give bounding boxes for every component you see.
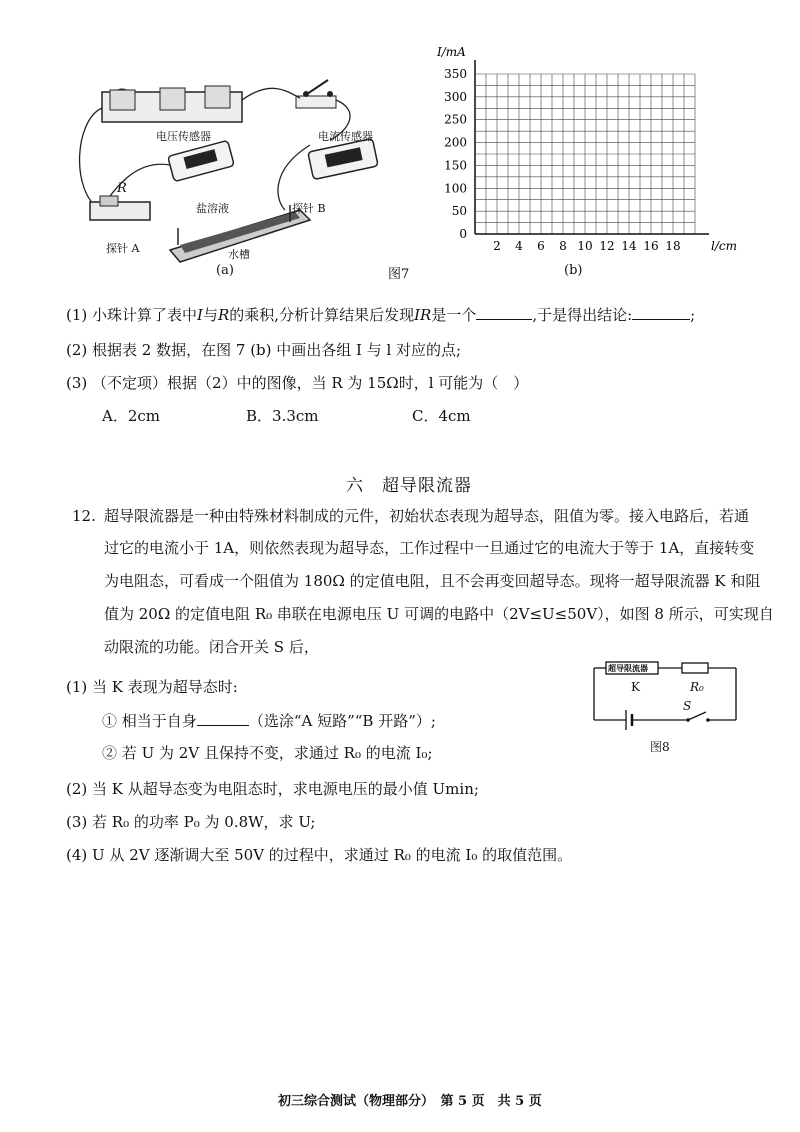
- q11-part1-I: I: [197, 306, 203, 324]
- q11-part1-text-a: 小珠计算了表中: [92, 306, 198, 324]
- x-tick-label: 2: [493, 239, 501, 253]
- y-tick-label: 250: [444, 112, 467, 127]
- q12-part1a-number: ①: [102, 712, 118, 730]
- q12-part1-text: 当 K 表现为超导态时:: [92, 678, 238, 696]
- x-tick-label: 12: [599, 239, 615, 253]
- sensor-probe-left-icon: [168, 140, 235, 181]
- q11-part1-IR: IR: [414, 306, 432, 324]
- x-tick-label: 4: [515, 239, 523, 253]
- answer-blank-1[interactable]: [476, 305, 532, 320]
- q11-part1-text-f: ;: [690, 306, 696, 324]
- current-sensor-label: 电流传感器: [318, 130, 373, 143]
- q12-part3-number: (3): [66, 813, 88, 831]
- x-tick-label: 14: [621, 239, 637, 253]
- figure8-caption: 图8: [650, 740, 670, 754]
- q12-part1a-text-a: 相当于自身: [121, 712, 197, 730]
- q12-part3-text: 若 R₀ 的功率 P₀ 为 0.8W，求 U;: [92, 813, 316, 831]
- q12-part4: [66, 844, 572, 866]
- y-tick-label: 200: [444, 135, 467, 150]
- q11-part1-text-c: 的乘积,分析计算结果后发现: [229, 306, 415, 324]
- q12-part3: [66, 811, 316, 833]
- q11-part2-text: 根据表 2 数据，在图 7 (b) 中画出各组 I 与 l 对应的点;: [92, 341, 462, 359]
- sensor-probe-right-icon: [308, 138, 378, 179]
- q12-part4-number: (4): [66, 846, 88, 864]
- q12-part1b-number: ②: [102, 744, 118, 762]
- q11-part3-text: （不定项）根据（2）中的图像，当 R 为 15Ω时，l 可能为（ ）: [92, 374, 529, 392]
- q11-part1-R: R: [218, 306, 230, 324]
- salt-solution-label: 盐溶液: [196, 202, 229, 215]
- figure7-caption: 图7: [388, 267, 410, 282]
- page-footer: 初三综合测试（物理部分） 第 5 页 共 5 页: [278, 1094, 542, 1109]
- sink-label: 水槽: [228, 248, 250, 261]
- y-tick-label: 300: [444, 89, 467, 104]
- x-axis-label: l/cm: [711, 239, 737, 253]
- battery-icon: [626, 710, 632, 730]
- y-tick-label: 150: [444, 158, 467, 173]
- q11-part3-number: (3): [66, 374, 88, 392]
- q11-part3: [66, 372, 528, 394]
- q12-part1a: [102, 710, 436, 732]
- limiter-label: 超导限流器: [608, 663, 648, 673]
- switch-s-icon: [686, 712, 710, 722]
- q12-part1: [66, 676, 238, 698]
- resistor-box-icon: [90, 196, 150, 220]
- q12-line-1: 超导限流器是一种由特殊材料制成的元件，初始状态表现为超导态，阻值为零。接入电路后，若通: [104, 507, 750, 525]
- q11-part1-text-b: 与: [202, 306, 218, 324]
- y-axis-label: I/mA: [437, 45, 466, 59]
- figure7-a-label: (a): [216, 263, 234, 278]
- q12-part2: [66, 778, 479, 800]
- section-title: 六 超导限流器: [346, 476, 472, 496]
- x-tick-label: 16: [643, 239, 659, 253]
- q12-part1b: [102, 742, 433, 764]
- q12-line-2: 过它的电流小于 1A，则依然表现为超导态，工作过程中一旦通过它的电流大于等于 1A，直接转变: [104, 539, 755, 557]
- r0-label: R₀: [690, 680, 704, 694]
- q12-line-3: 为电阻态，可看成一个阻值为 180Ω 的定值电阻，且不会再变回超导态。现将一超导限流器 K 和阻: [104, 572, 761, 590]
- q12-part2-text: 当 K 从超导态变为电阻态时，求电源电压的最小值 Umin;: [92, 780, 479, 798]
- grid-chart: [420, 38, 740, 258]
- y-tick-label: 100: [444, 181, 467, 196]
- q11-part2-number: (2): [66, 341, 88, 359]
- answer-blank-2[interactable]: [632, 305, 690, 320]
- q11-part1: [66, 304, 695, 326]
- figure7-b-label: (b): [564, 263, 583, 278]
- k-label: K: [631, 680, 640, 694]
- q12-part4-text: U 从 2V 逐渐调大至 50V 的过程中，求通过 R₀ 的电流 I₀ 的取值范围。: [92, 846, 573, 864]
- x-tick-label: 6: [537, 239, 545, 253]
- option-b[interactable]: B．3.3cm: [246, 407, 319, 425]
- y-tick-label: 350: [444, 67, 467, 81]
- probe-a-label: 探针 A: [106, 242, 140, 255]
- resistor-r0-icon: [682, 663, 708, 673]
- x-tick-label: 8: [559, 239, 567, 253]
- option-c[interactable]: C．4cm: [412, 407, 471, 425]
- q12-line-4: 值为 20Ω 的定值电阻 R₀ 串联在电源电压 U 可调的电路中（2V≤U≤50V），如图 8 所示，可实现自: [104, 605, 774, 623]
- y-tick-label: 50: [451, 204, 467, 219]
- voltage-sensor-label: 电压传感器: [156, 130, 211, 143]
- q11-part1-text-d: 是一个: [431, 306, 477, 324]
- q12-number: 12.: [72, 507, 96, 525]
- x-tick-label: 10: [577, 239, 593, 253]
- probe-b-label: 探针 B: [292, 202, 326, 215]
- switch-icon: [296, 80, 336, 108]
- q12-line-5: 动限流的功能。闭合开关 S 后，: [104, 638, 319, 656]
- q12-part1b-text: 若 U 为 2V 且保持不变，求通过 R₀ 的电流 I₀;: [121, 744, 433, 762]
- s-label: S: [683, 699, 692, 713]
- q11-part2: [66, 339, 461, 361]
- q11-part1-number: (1): [66, 306, 88, 324]
- q12-part1-number: (1): [66, 678, 88, 696]
- q12-part1a-text-b: （选涂“A 短路”“B 开路”）;: [248, 712, 436, 730]
- x-tick-label: 18: [665, 239, 681, 253]
- voltage-sensor-icon: [102, 86, 242, 122]
- resistor-label: R: [117, 181, 127, 196]
- q12-part2-number: (2): [66, 780, 88, 798]
- answer-blank-3[interactable]: [197, 711, 249, 726]
- q11-part1-text-e: ,于是得出结论:: [532, 306, 633, 324]
- option-a[interactable]: A．2cm: [102, 407, 161, 425]
- y-tick-label: 0: [459, 227, 467, 241]
